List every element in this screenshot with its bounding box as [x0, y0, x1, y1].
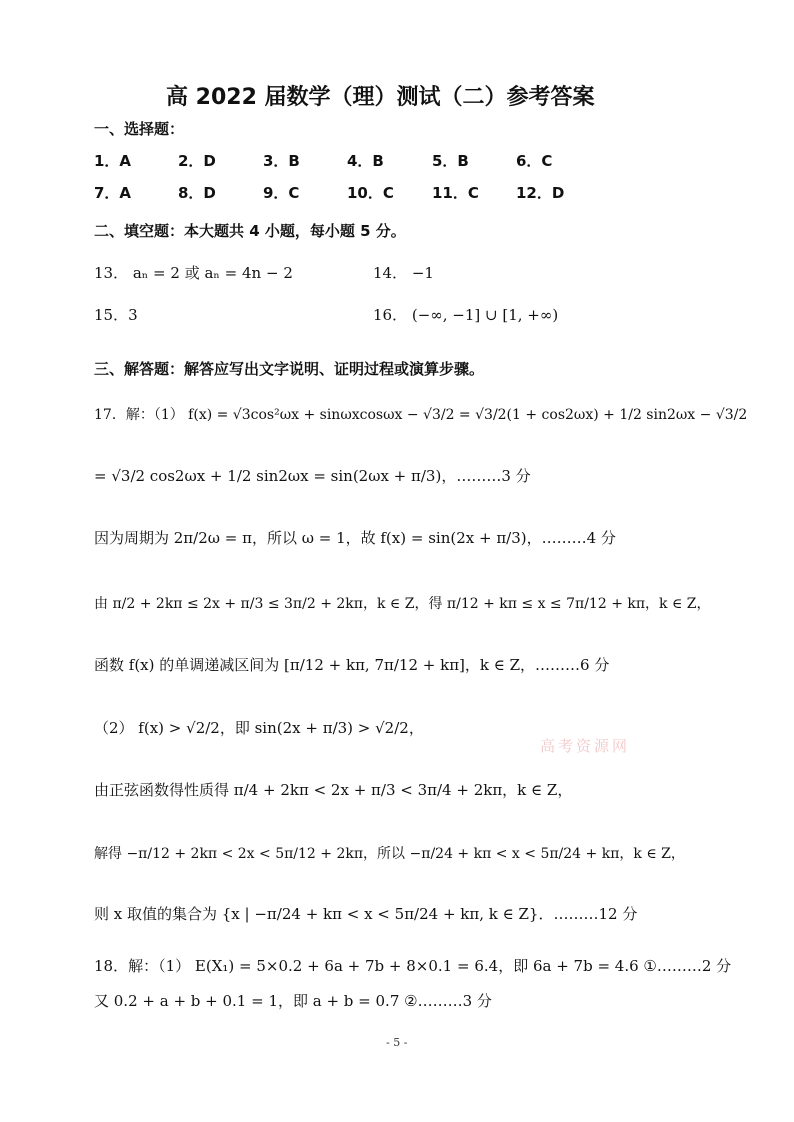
answer-item: 11．C [432, 184, 479, 202]
fill-answer-16: 16． (−∞, −1] ∪ [1, +∞) [373, 306, 559, 324]
answer-item: 10．C [347, 184, 394, 202]
answer-item: 5．B [432, 152, 469, 170]
fill-answer-14: 14． −1 [373, 264, 434, 282]
solution-line: 18．解：（1） E(X₁) = 5×0.2 + 6a + 7b + 8×0.1 = 6.4，即 6a + 7b = 4.6 ①………2 分 [94, 957, 732, 975]
solution-line: 又 0.2 + a + b + 0.1 = 1，即 a + b = 0.7 ②………3 分 [94, 992, 492, 1010]
answer-item: 6．C [516, 152, 553, 170]
solution-line: = √3/2 cos2ωx + 1/2 sin2ωx = sin(2ωx + π/3)，………3 分 [94, 467, 531, 485]
answer-item: 3．B [263, 152, 300, 170]
answer-item: 12．D [516, 184, 565, 202]
answer-item: 2．D [178, 152, 216, 170]
answer-item: 4．B [347, 152, 384, 170]
solution-line: （2） f(x) > √2/2，即 sin(2x + π/3) > √2/2， [94, 719, 424, 737]
answer-item: 7．A [94, 184, 132, 202]
page-title: 高 2022 届数学（理）测试（二）参考答案 [166, 85, 595, 110]
fill-answer-15: 15．3 [94, 306, 138, 324]
fill-heading: 二、填空题：本大题共 4 小题，每小题 5 分。 [94, 222, 406, 240]
solution-line: 函数 f(x) 的单调递减区间为 [π/12 + kπ, 7π/12 + kπ]，k ∈ Z，………6 分 [94, 656, 610, 674]
answer-item: 8．D [178, 184, 216, 202]
answer-item: 1．A [94, 152, 132, 170]
watermark: 高考资源网 [540, 737, 631, 755]
answer-item: 9．C [263, 184, 300, 202]
solution-line: 因为周期为 2π/2ω = π，所以 ω = 1，故 f(x) = sin(2x + π/3)，………4 分 [94, 529, 616, 547]
solution-line: 由 π/2 + 2kπ ≤ 2x + π/3 ≤ 3π/2 + 2kπ，k ∈ Z，得 π/12 + kπ ≤ x ≤ 7π/12 + kπ，k ∈ Z， [94, 596, 711, 612]
fill-answer-13: 13． aₙ = 2 或 aₙ = 4n − 2 [94, 264, 293, 282]
solution-line: 由正弦函数得性质得 π/4 + 2kπ < 2x + π/3 < 3π/4 + 2kπ，k ∈ Z， [94, 781, 573, 799]
choice-heading: 一、选择题： [94, 120, 185, 138]
solution-line: 17．解：（1） f(x) = √3cos²ωx + sinωxcosωx − √3/2 = √3/2(1 + cos2ωx) + 1/2 sin2ωx − √3/2 [94, 407, 748, 423]
solution-line: 解得 −π/12 + 2kπ < 2x < 5π/12 + 2kπ，所以 −π/24 + kπ < x < 5π/24 + kπ，k ∈ Z， [94, 846, 685, 862]
solve-heading: 三、解答题：解答应写出文字说明、证明过程或演算步骤。 [94, 360, 485, 378]
solution-line: 则 x 取值的集合为 {x | −π/24 + kπ < x < 5π/24 + kπ, k ∈ Z}．………12 分 [94, 905, 638, 923]
page-number: - 5 - [386, 1036, 408, 1049]
